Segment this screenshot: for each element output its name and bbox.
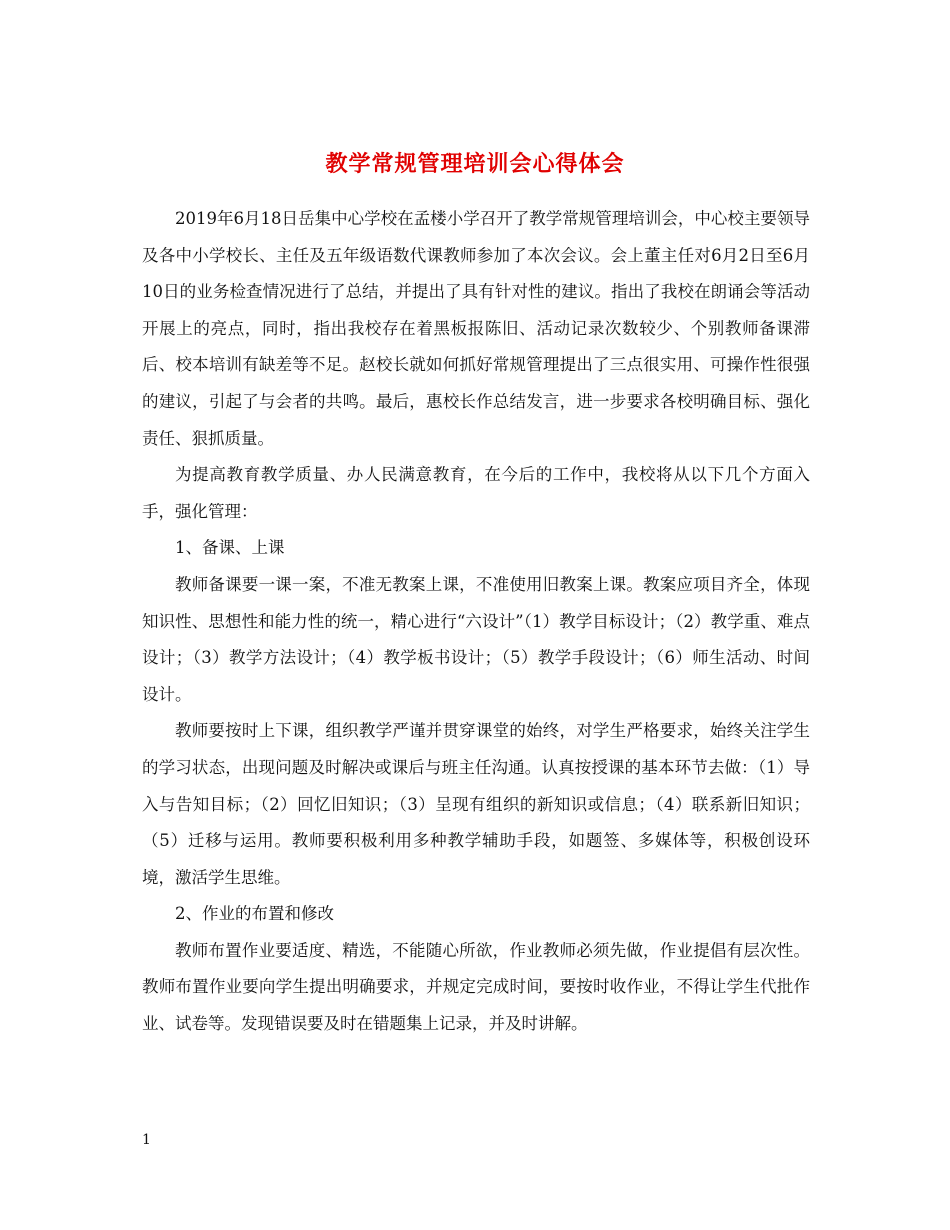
section-heading-lesson: 1、备课、上课 — [175, 538, 285, 558]
section-heading-homework: 2、作业的布置和修改 — [175, 904, 334, 924]
document-title: 教学常规管理培训会心得体会 — [325, 150, 625, 177]
paragraph-homework: 教师布置作业要适度、精选，不能随心所欲，作业教师必须先做，作业提倡有层次性。教师布置作业要向学生提出明确要求，并规定完成时间，要按时收作业，不得让学生代批作业、试卷等。发现错误要及时在错题集上记录，并及时讲解。 — [142, 940, 810, 1034]
paragraph-teaching: 教师要按时上下课，组织教学严谨并贯穿课堂的始终，对学生严格要求，始终关注学生的学习状态，出现问题及时解决或课后与班主任沟通。认真按授课的基本环节去做：（1）导入与告知目标；（2）回忆旧知识；（3）呈现有组织的新知识或信息；（4）联系新旧知识；（5）迁移与运用。教师要积极利用多种教学辅助手段，如题签、多媒体等，积极创设环境，激活学生思维。 — [142, 721, 810, 887]
paragraph-lesson-prep: 教师备课要一课一案，不准无教案上课，不准使用旧教案上课。教案应项目齐全，体现知识性、思想性和能力性的统一，精心进行“六设计”（1）教学目标设计；（2）教学重、难点设计；（3）教学方法设计；（4）教学板书设计；（5）教学手段设计；（6）师生活动、时间设计。 — [142, 574, 810, 704]
document-body — [142, 201, 810, 1043]
paragraph-aim: 为提高教育教学质量、办人民满意教育，在今后的工作中，我校将从以下几个方面入手，强化管理： — [142, 465, 810, 521]
page-number: 1 — [142, 1132, 151, 1148]
paragraph-intro: 2019年6月18日岳集中心学校在孟楼小学召开了教学常规管理培训会，中心校主要领导及各中小学校长、主任及五年级语数代课教师参加了本次会议。会上董主任对6月2日至6月10日的业务检查情况进行了总结，并提出了具有针对性的建议。指出了我校在朗诵会等活动开展上的亮点，同时，指出我校存在着黑板报陈旧、活动记录次数较少、个别教师备课滞后、校本培训有缺差等不足。赵校长就如何抓好常规管理提出了三点很实用、可操作性很强的建议，引起了与会者的共鸣。最后，惠校长作总结发言，进一步要求各校明确目标、强化责任、狠抓质量。 — [142, 209, 810, 448]
